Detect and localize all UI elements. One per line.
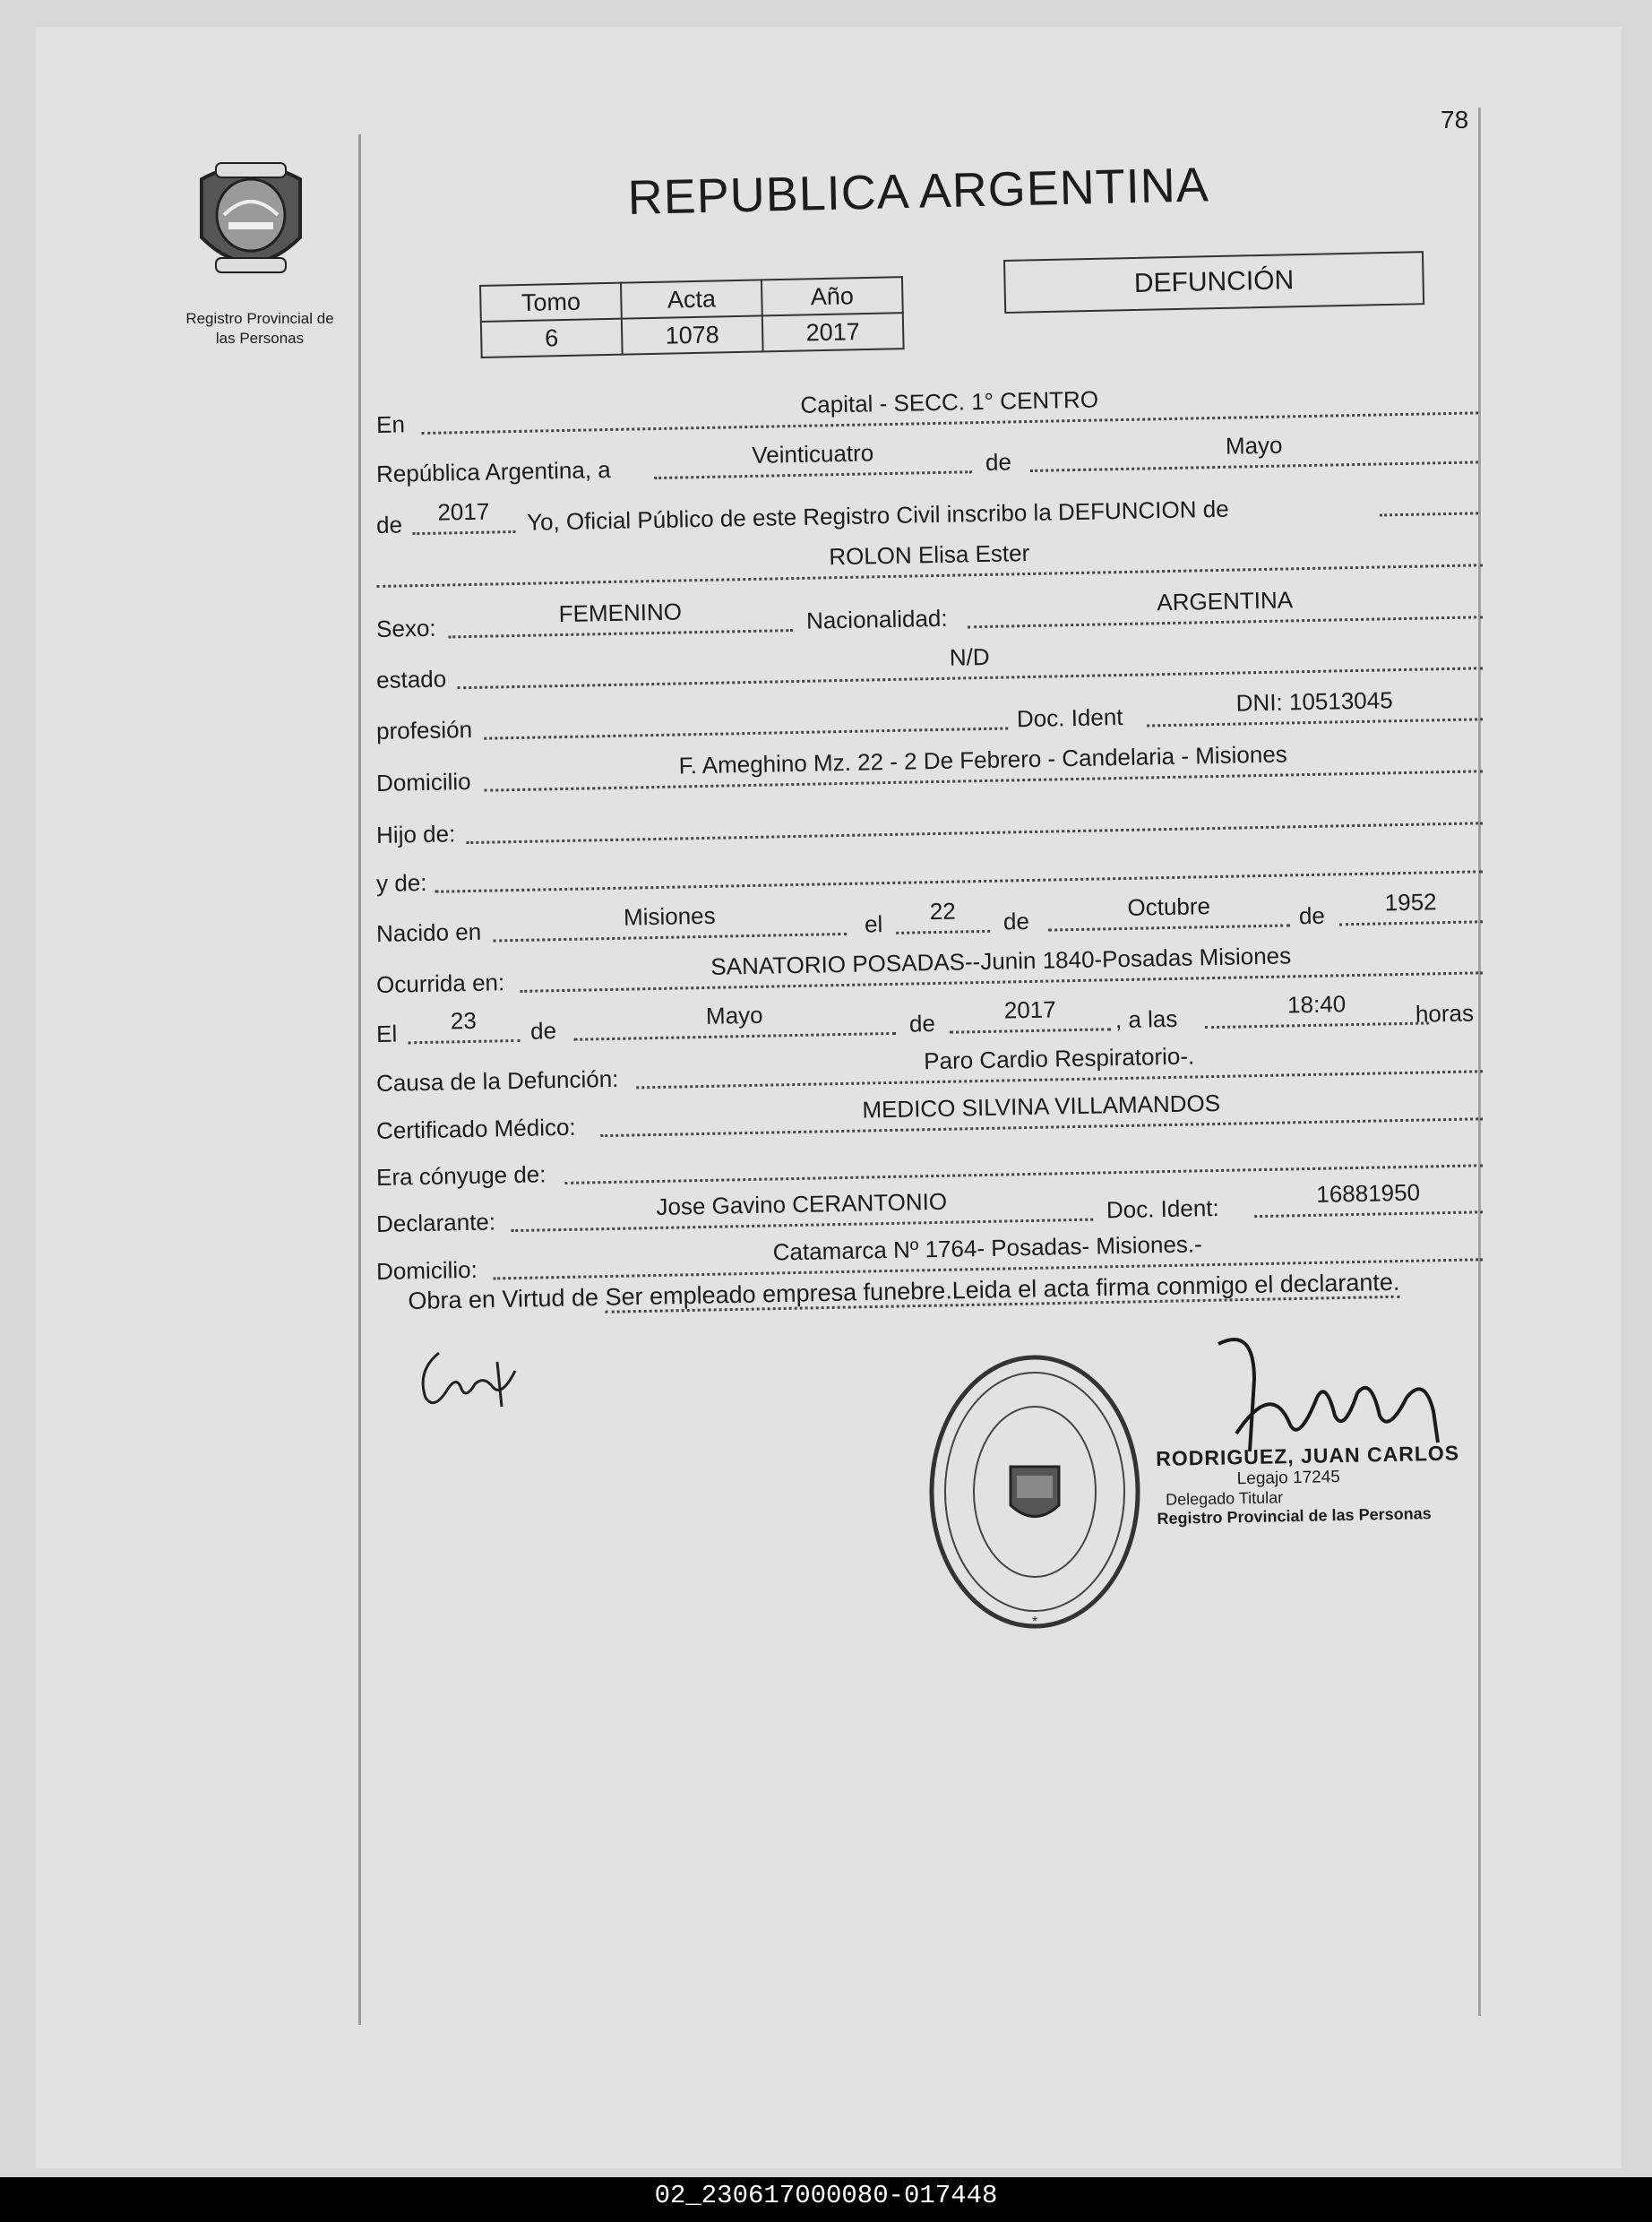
de-label: de [985, 448, 1012, 476]
declarante-doc-label: Doc. Ident: [1106, 1193, 1219, 1224]
certificate-form [376, 0, 1505, 2222]
de-label-6: de [908, 1010, 936, 1038]
certificado-label: Certificado Médico: [375, 1113, 576, 1144]
birth-year-value: 1952 [1338, 881, 1483, 926]
tomo-header: Tomo [480, 283, 622, 322]
a-las-label: , a las [1114, 1004, 1178, 1034]
obra-label: Obra en Virtud de [408, 1283, 599, 1314]
page-number: 78 [1441, 106, 1469, 133]
domicilio2-label: Domicilio: [375, 1255, 478, 1285]
republica-label: República Argentina, a [375, 455, 611, 487]
nacido-place-value: Misiones [492, 893, 847, 943]
registry-label-line2: las Personas [215, 330, 305, 347]
declarant-initials-signature [412, 1335, 538, 1416]
ocurrida-label: Ocurrida en: [375, 969, 505, 998]
left-margin-rule [358, 134, 361, 2025]
el-cap-label: El [375, 1020, 398, 1047]
domicilio-value: F. Ameghino Mz. 22 - 2 De Febrero - Candelaria - Misiones [483, 730, 1483, 791]
anio-header: Año [761, 277, 903, 315]
signer-legajo: Legajo 17245 [1236, 1468, 1341, 1489]
estado-value: N/D [456, 627, 1483, 689]
obra-value: Ser empleado empresa funebre.Leida el acta firma conmigo el declarante. [605, 1269, 1399, 1313]
signer-name: RODRIGUEZ, JUAN CARLOS [1156, 1441, 1460, 1470]
estado-label: estado [375, 665, 447, 693]
acta-header: Acta [621, 280, 762, 318]
act-type-box: DEFUNCIÓN [1003, 251, 1424, 314]
sexo-label: Sexo: [375, 614, 436, 642]
nacionalidad-label: Nacionalidad: [805, 604, 948, 634]
declarante-doc-value: 16881950 [1253, 1171, 1483, 1218]
en-value: Capital - SECC. 1° CENTRO [420, 372, 1478, 435]
profesion-value [483, 687, 1008, 739]
year-value: 2017 [411, 491, 515, 535]
registry-label [161, 309, 358, 349]
tomo-value: 6 [481, 319, 623, 357]
causa-value: Paro Cardio Respiratorio-. [635, 1030, 1483, 1089]
province-coat-of-arms-logo [184, 152, 318, 287]
svg-text:*: * [1031, 1615, 1038, 1630]
profesion-label: profesión [375, 715, 473, 745]
anio-value: 2017 [762, 313, 904, 351]
y-de-label: y de: [375, 868, 427, 897]
signer-role: Delegado Titular [1165, 1488, 1284, 1509]
country-title: REPUBLICA ARGENTINA [627, 158, 1210, 225]
registry-seal-stamp [923, 1348, 1147, 1635]
horas-label: horas [1415, 999, 1475, 1028]
document-code: 02_230617000080-017448 [654, 2181, 998, 2210]
birth-month-value: Octubre [1047, 884, 1290, 931]
registry-label-line1: Registro Provincial de [185, 310, 334, 327]
ocurrida-value: SANATORIO POSADAS--Junin 1840-Posadas Misiones [519, 932, 1483, 993]
doc-ident-value: DNI: 10513045 [1146, 678, 1483, 727]
death-time-value: 18:40 [1204, 982, 1429, 1029]
hijo-label: Hijo de: [375, 820, 456, 848]
doc-ident-label: Doc. Ident [1016, 703, 1123, 733]
nacionalidad-value: ARGENTINA [967, 576, 1483, 628]
acta-value: 1078 [622, 315, 763, 354]
declarante-value: Jose Gavino CERANTONIO [510, 1179, 1093, 1232]
de-label-2: de [375, 511, 403, 538]
death-year-value: 2017 [949, 988, 1111, 1033]
de-label-3: de [1002, 908, 1030, 935]
en-label: En [375, 410, 406, 438]
el-label: el [864, 910, 883, 938]
conyuge-label: Era cónyuge de: [375, 1160, 546, 1191]
declarante-label: Declarante: [375, 1208, 496, 1237]
signer-org: Registro Provincial de las Personas [1157, 1504, 1432, 1528]
de-label-5: de [529, 1017, 557, 1045]
day-words-value: Veinticuatro [653, 431, 972, 479]
signer-block [1156, 1441, 1498, 1529]
birth-day-value: 22 [895, 891, 990, 934]
causa-label: Causa de la Defunción: [375, 1064, 619, 1097]
domicilio-label: Domicilio [375, 767, 471, 797]
sexo-value: FEMENINO [447, 590, 793, 638]
death-day-value: 23 [407, 1000, 520, 1044]
month-value: Mayo [1029, 421, 1478, 472]
domicilio2-value: Catamarca Nº 1764- Posadas- Misiones.- [492, 1219, 1483, 1279]
oficial-trailing-fill [1379, 472, 1478, 516]
de-label-4: de [1298, 901, 1326, 930]
nacido-label: Nacido en [375, 917, 482, 947]
deceased-name-value: ROLON Elisa Ester [375, 524, 1483, 588]
oficial-text: Yo, Oficial Público de este Registro Civil inscribo la DEFUNCION de [526, 495, 1229, 536]
death-month-value: Mayo [572, 993, 896, 1041]
certificado-value: MEDICO SILVINA VILLAMANDOS [599, 1078, 1483, 1137]
